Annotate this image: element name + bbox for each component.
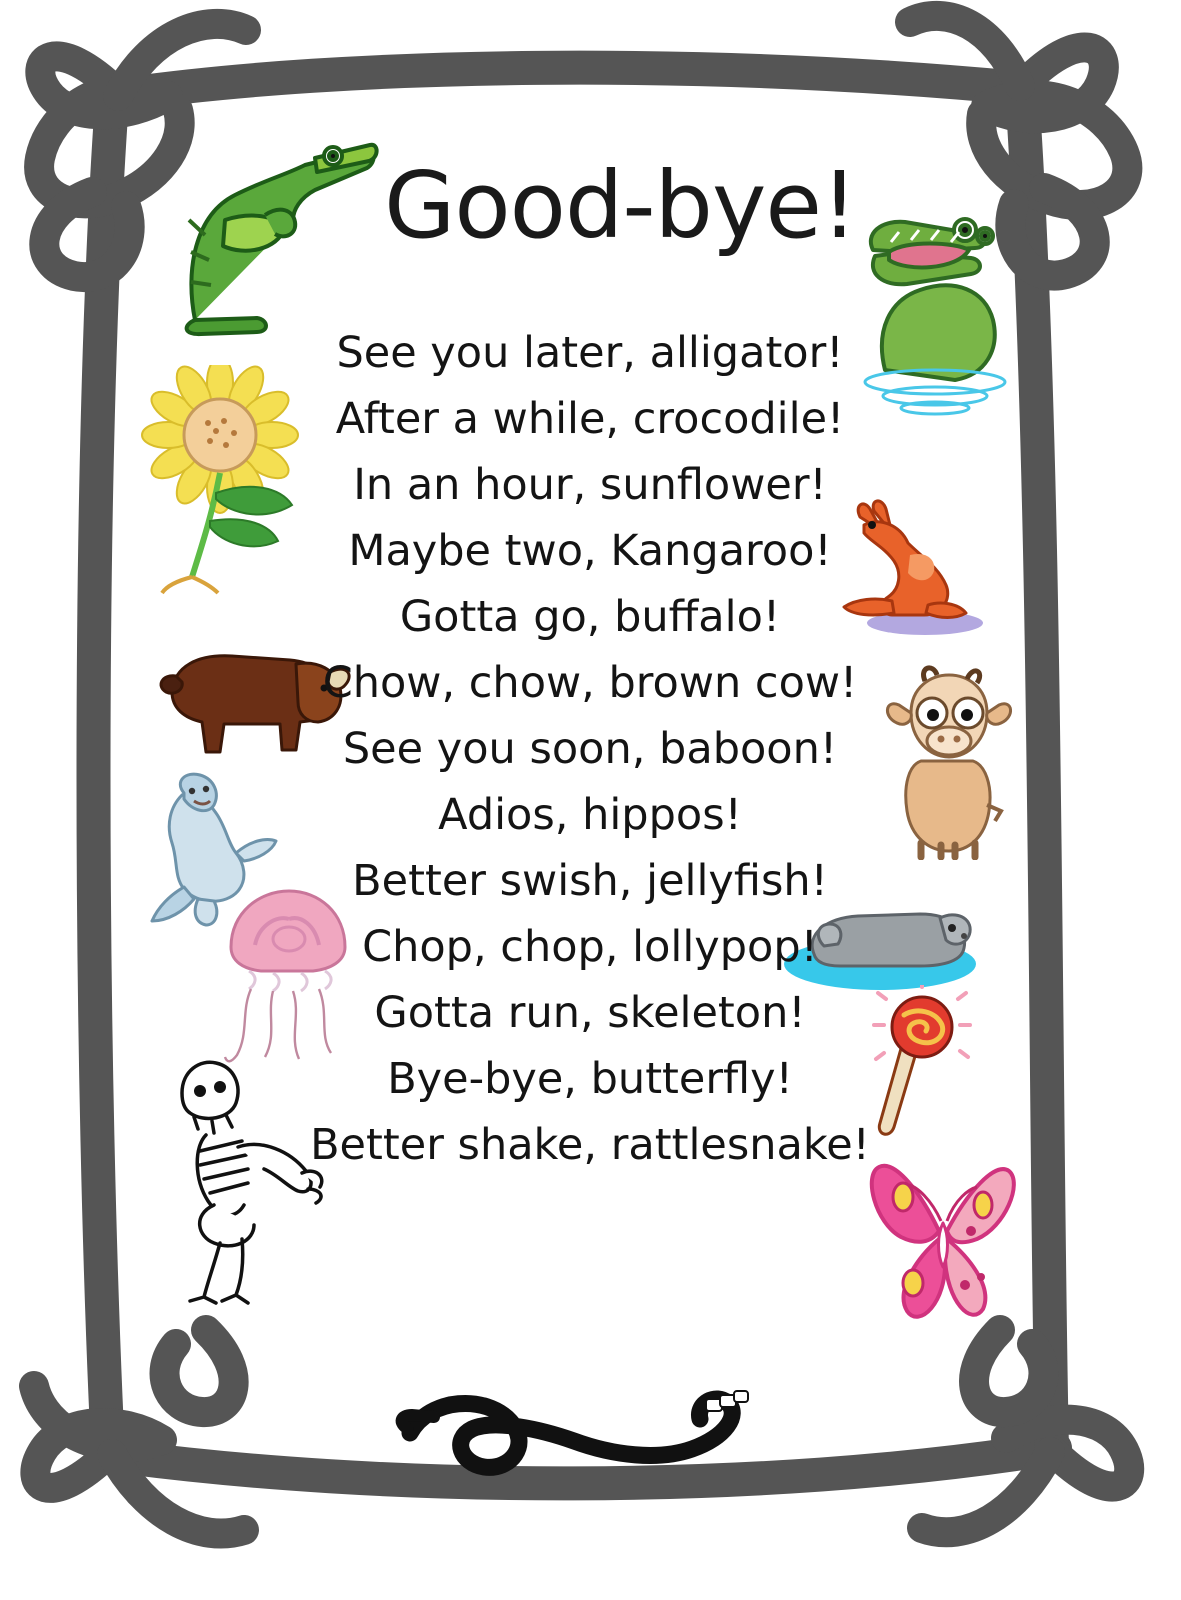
poem-line: Bye-bye, butterfly!: [387, 1054, 793, 1104]
rattlesnake-icon: [390, 1375, 820, 1485]
poem-line: Maybe two, Kangaroo!: [348, 526, 832, 576]
poem-line: Chow, chow, brown cow!: [322, 658, 858, 708]
poem-line: Adios, hippos!: [438, 790, 742, 840]
poem-line: Gotta run, skeleton!: [374, 988, 806, 1038]
poem-line: See you soon, baboon!: [342, 724, 838, 774]
page-title: Good-bye!: [384, 152, 857, 259]
alligator-standing-icon: [165, 120, 380, 340]
poem-line: Chop, chop, lollypop!: [362, 922, 818, 972]
poem-line: After a while, crocodile!: [335, 394, 845, 444]
poem-body: [110, 328, 1070, 1190]
poem-line: Better shake, rattlesnake!: [310, 1120, 870, 1170]
poem-line: In an hour, sunflower!: [353, 460, 827, 510]
poem-line: Better swish, jellyfish!: [352, 856, 828, 906]
poem-line: Gotta go, buffalo!: [399, 592, 781, 642]
poem-line: See you later, alligator!: [336, 328, 844, 378]
